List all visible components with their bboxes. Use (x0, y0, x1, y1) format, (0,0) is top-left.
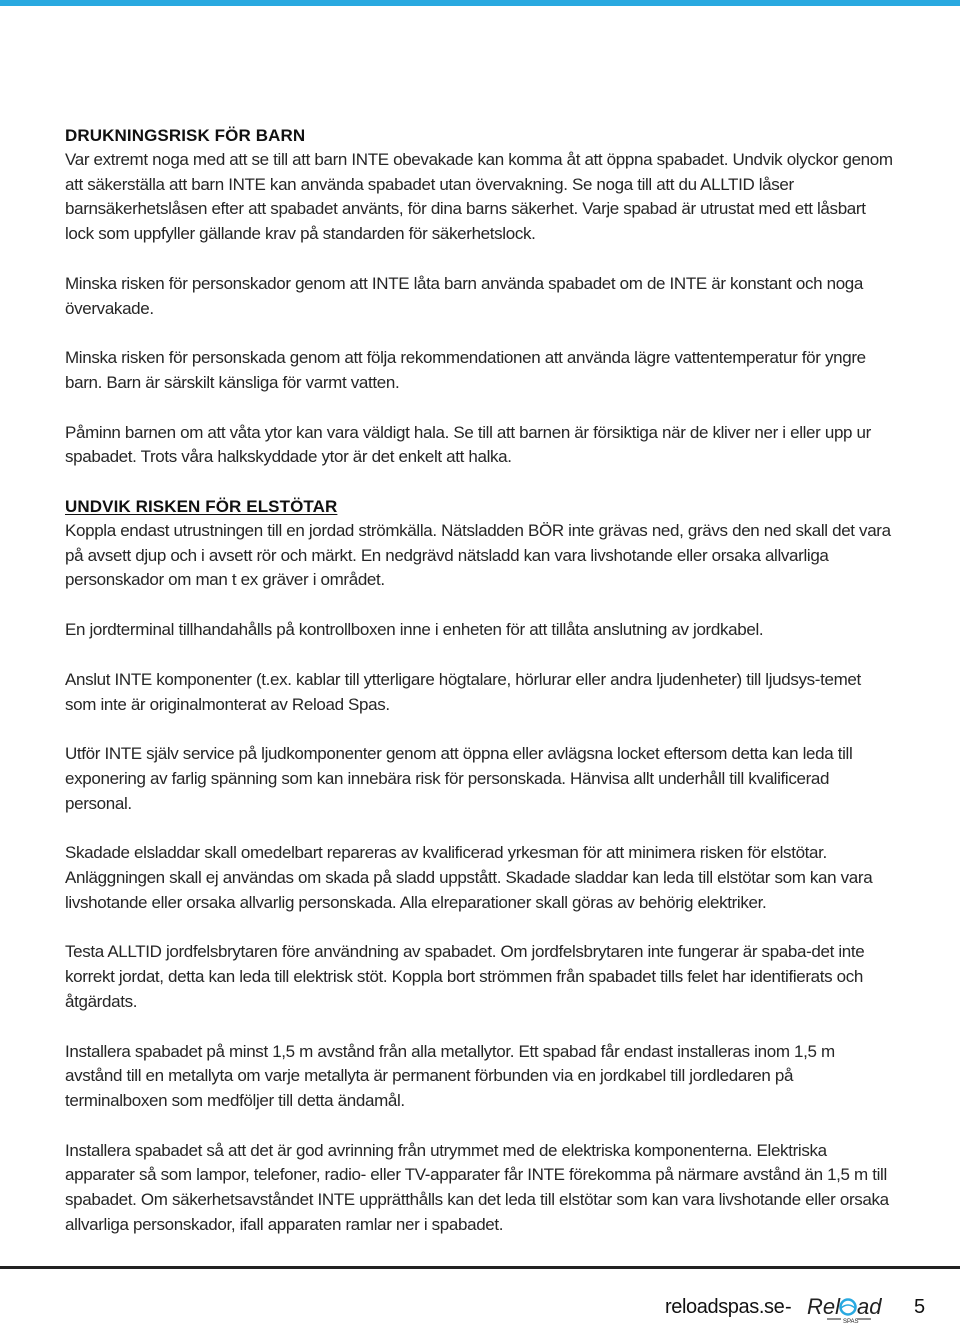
footer-separator: - (785, 1296, 792, 1318)
logo-text-ad: ad (857, 1294, 882, 1319)
section-heading-drowning: DRUKNINGSRISK FÖR BARN (65, 126, 306, 145)
paragraph: Koppla endast utrustningen till en jordad strömkälla. Nätsladden BÖR inte grävas ned, grävs den ned skall det vara på avsett djup och i avsett rör och märkt. En nedgrävd nätsladd kan vara livshotande eller orsaka allvarliga personskador om man t ex gräver i området. (65, 521, 891, 590)
logo-subtext: SPAS (843, 1319, 859, 1325)
footer-divider (0, 1266, 960, 1269)
paragraph: Testa ALLTID jordfelsbrytaren före användning av spabadet. Om jordfelsbrytaren inte fungerar är spaba-det inte korrekt jordat, detta kan leda till elektrisk stöt. Koppla bort strömmen från spabadet tills felet har identifierats och åtgärdats. (65, 942, 865, 1011)
page-number: 5 (914, 1296, 926, 1318)
page-content (65, 124, 895, 1238)
top-accent-bar (0, 0, 960, 6)
paragraph: Var extremt noga med att se till att barn INTE obevakade kan komma åt att öppna spabadet. Undvik olyckor genom att säkerställa att barn INTE kan använda spabadet utan övervakning. Se noga till att du ALLTID låser barnsäkerhetslåsen efter att spabadet använts, för dina barns säkerhet. Varje spabad är utrustat med ett låsbart lock som uppfyller gällande krav på standarden för säkerhetslock. (65, 150, 893, 244)
paragraph: Installera spabadet på minst 1,5 m avstånd från alla metallytor. Ett spabad får endast installeras inom 1,5 m avstånd till en metallyta om varje metallyta är permanent förbunden via en jordkabel till jordledaren på terminalboxen som medföljer till detta ändamål. (65, 1041, 835, 1110)
section-heading-electric-shock: UNDVIK RISKEN FÖR ELSTÖTAR (65, 497, 338, 517)
paragraph: Påminn barnen om att våta ytor kan vara väldigt hala. Se till att barnen är försiktiga när de kliver ner i eller upp ur spabadet. Trots våra halkskyddade ytor är det enkelt att halka. (65, 422, 871, 467)
paragraph: En jordterminal tillhandahålls på kontrollboxen inne i enheten för att tillåta anslutning av jordkabel. (65, 620, 764, 640)
paragraph: Utför INTE själv service på ljudkomponenter genom att öppna eller avlägsna locket eftersom detta kan leda till exponering av farlig spänning som kan innebära risk för personskada. Hänvisa allt underhåll till kvalificerad personal. (65, 744, 853, 813)
paragraph: Minska risken för personskada genom att följa rekommendationen att använda lägre vattentemperatur för yngre barn. Barn är särskilt känsliga för varmt vatten. (65, 348, 866, 392)
reload-spas-logo (805, 1292, 895, 1326)
logo-text-rel: Rel (807, 1294, 841, 1319)
footer-url-link[interactable]: reloadspas.se (665, 1296, 785, 1318)
paragraph: Anslut INTE komponenter (t.ex. kablar till ytterligare högtalare, hörlurar eller andra ljudenheter) till ljudsys-temet som inte är originalmonterat av Reload Spas. (65, 669, 861, 714)
paragraph: Skadade elsladdar skall omedelbart repareras av kvalificerad yrkesman för att minimera risken för elstötar. Anläggningen skall ej användas om skada på sladd uppstått. Skadade sladdar kan leda till elstötar som kan vara livshotande eller orsaka allvarlig personskada. Alla elreparationer skall göras av behörig elektriker. (65, 843, 873, 912)
page-footer (0, 1290, 960, 1326)
paragraph: Minska risken för personskador genom att INTE låta barn använda spabadet om de INTE är konstant och noga övervakade. (65, 273, 864, 318)
paragraph: Installera spabadet så att det är god avrinning från utrymmet med de elektriska komponenterna. Elektriska apparater så som lampor, telefoner, radio- eller TV-apparater får INTE förekomma på närmare avstånd än 1,5 m till spabadet. Om säkerhetsavståndet INTE upprätthålls kan det leda till elstötar som kan vara livshotande eller orsaka allvarliga personskador, ifall apparaten ramlar ner i spabadet. (65, 1140, 889, 1234)
